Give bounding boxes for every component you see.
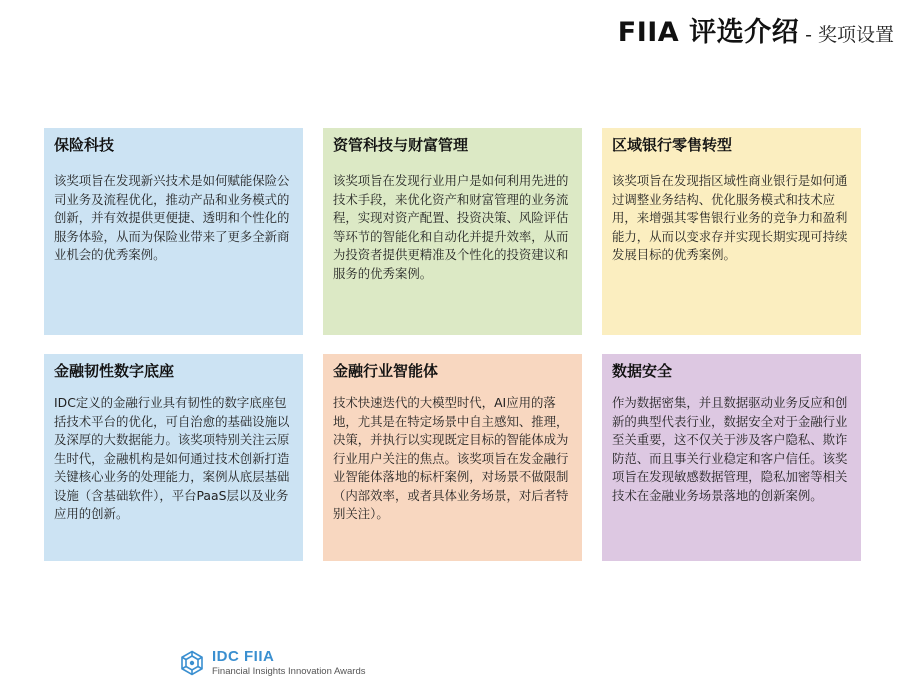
logo-name: IDC FIIA [212, 648, 275, 665]
card-title: 区域银行零售转型 [612, 136, 733, 154]
card-description: 该奖项旨在发现行业用户是如何利用先进的技术手段，来优化资产和财富管理的业务流程，实现对资产配置、投资决策、风险评估等环节的智能化和自动化并提升效率，从而为投资者提供更精准及个性化的投资建议和服务的优秀案例。 [333, 173, 569, 281]
page-header [618, 10, 894, 49]
card-resilient-digital-foundation [44, 354, 303, 561]
card-title: 金融行业智能体 [333, 362, 439, 380]
card-description: IDC定义的金融行业具有韧性的数字底座包括技术平台的优化，可自治愈的基础设施以及深厚的大数据能力。该奖项特别关注云原生时代，金融机构是如何通过技术创新打造关键核心业务的处理能力，案例从底层基础设施（含基础软件），平台PaaS层以及业务应用的创新。 [54, 395, 290, 521]
card-financial-agents [323, 354, 582, 561]
page-title: FIIA 评选介绍 [617, 17, 800, 48]
page-subtitle: - 奖项设置 [805, 24, 894, 46]
card-title: 金融韧性数字底座 [54, 362, 175, 380]
card-description: 该奖项旨在发现指区域性商业银行是如何通过调整业务结构、优化服务模式和技术应用，来增强其零售银行业务的竞争力和盈利能力，从而以变求存并实现长期实现可持续发展目标的优秀案例。 [612, 173, 848, 262]
card-title: 资管科技与财富管理 [333, 136, 469, 154]
card-description: 技术快速迭代的大模型时代，AI应用的落地，尤其是在特定场景中自主感知、推理，决策，并执行以实现既定目标的智能体成为行业用户关注的焦点。该奖项旨在发金融行业智能体落地的标杆案例，对场景不做限制（内部效率，或者具体业务场景，对后者特别关注）。 [333, 395, 569, 521]
card-regional-bank-retail [602, 128, 861, 335]
card-description: 作为数据密集，并且数据驱动业务反应和创新的典型代表行业，数据安全对于金融行业至关重要，这不仅关于涉及客户隐私、欺诈防范、而且事关行业稳定和客户信任。该奖项旨在发现敏感数据管理，隐私加密等相关技术在金融业务场景落地的创新案例。 [612, 395, 848, 503]
card-title: 保险科技 [54, 136, 115, 154]
card-title: 数据安全 [612, 362, 673, 380]
card-asset-wealth-management [323, 128, 582, 335]
card-insurance-tech [44, 128, 303, 335]
card-data-security [602, 354, 861, 561]
logo-tagline: Financial Insights Innovation Awards [212, 666, 366, 677]
idc-fiia-logo [179, 648, 366, 678]
fiia-emblem-icon [179, 650, 205, 676]
card-description: 该奖项旨在发现新兴技术是如何赋能保险公司业务及流程优化，推动产品和业务模式的创新，并有效提供更便捷、透明和个性化的服务体验，从而为保险业带来了更多全新商业机会的优秀案例。 [54, 173, 290, 262]
